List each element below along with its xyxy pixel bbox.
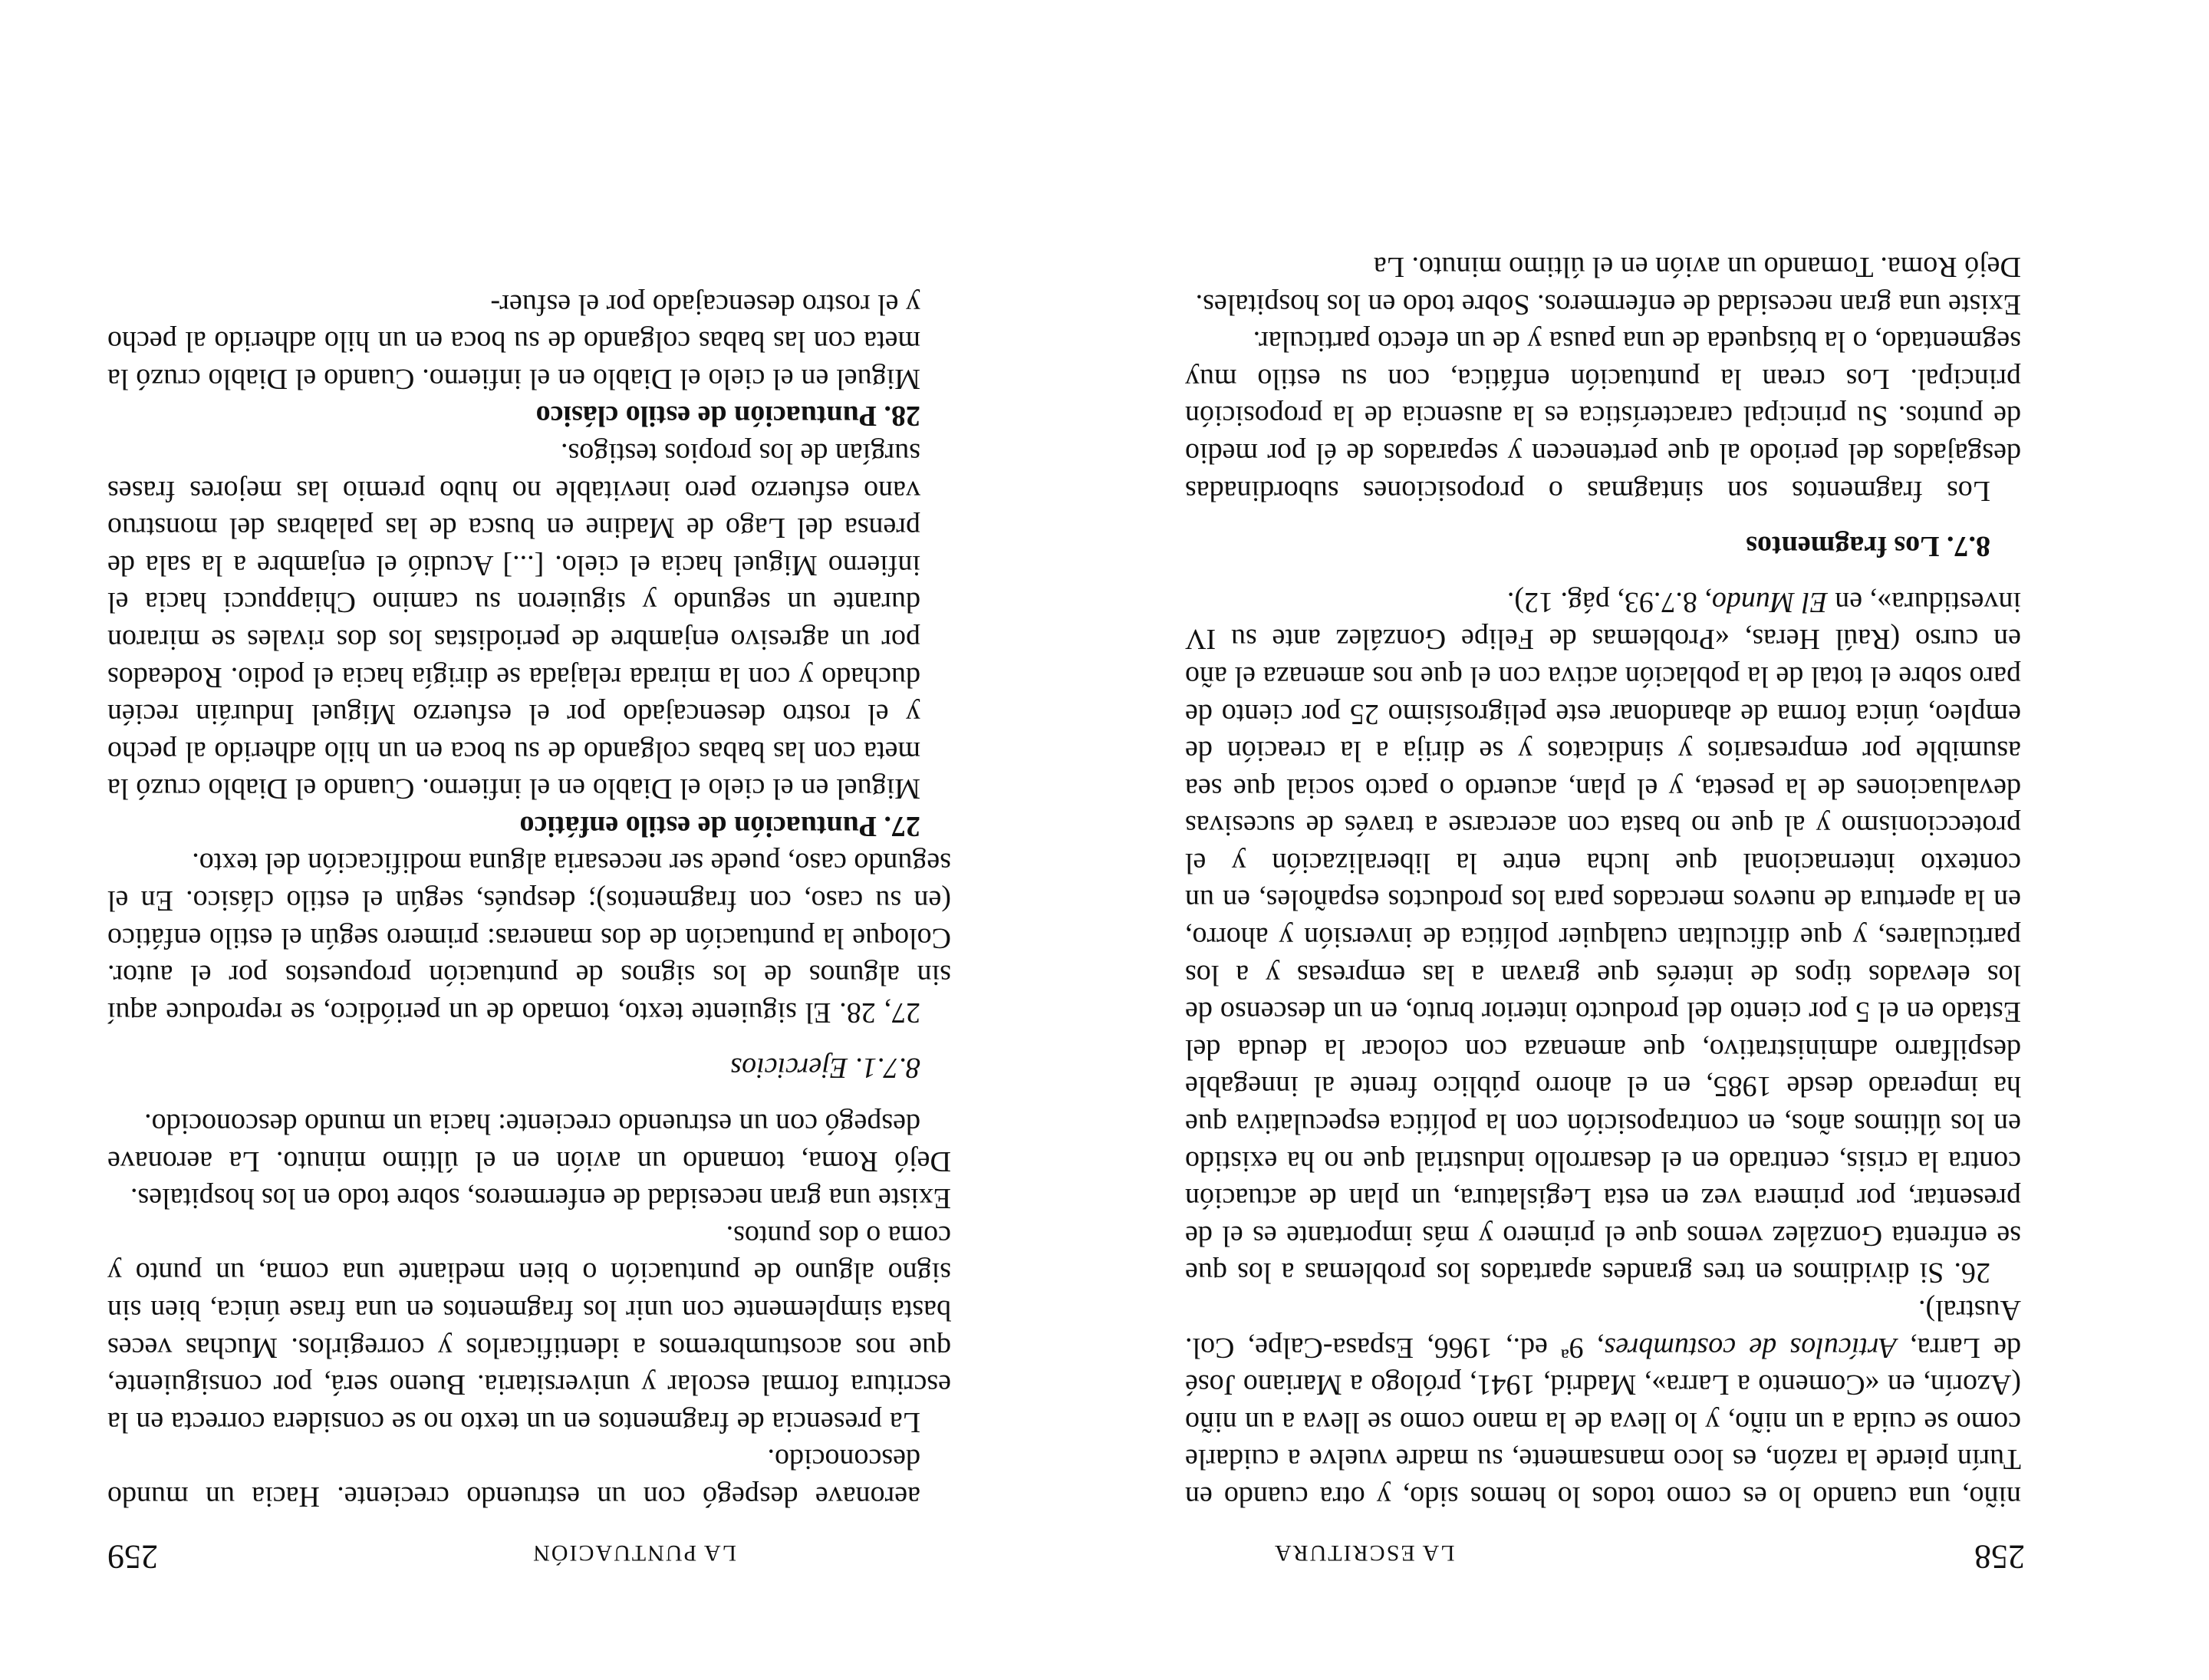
page-header: [107, 1530, 951, 1576]
exercise-text: Miguel en el cielo el Diablo en el infierno. Cuando el Diablo cruzó la meta con las babas colgando de su boca en un hilo adherido al pecho y el rostro desencajado por el esfuer-: [107, 288, 920, 395]
paragraph: La presencia de fragmentos en un texto no se considera correcta en la escritura formal escolar y universitaria. Bueno será, por consiguiente, que nos acostumbremos a identificarlos y corregirlos. Muchas veces basta simplemente con unir los fragmentos en una frase única, bien sin signo alguno de puntuación o bien mediante una coma, un punto y coma o dos puntos.: [107, 1219, 951, 1438]
page-header: [1181, 1530, 2025, 1576]
italic-title: El Mundo: [1711, 585, 1828, 618]
paragraph: niño, una cuando lo es como todos lo hemos sido, y otra cuando en Turín pierde la razón, es loco mansamente, su madre vuelve a cuidarle como se cuida a un niño, y lo lleva de la mano como se lleva a un niño (Azorín, en «Comento a Larra», Madrid, 1941, prólogo a Mariano José de Larra, Artículos de costumbres, 9ª ed., 1966, Espasa-Calpe, Col. Austral).: [1185, 1294, 2021, 1513]
running-head: LA ESCRITURA: [1273, 1540, 1455, 1566]
italic-title: Artículos de costumbres: [1604, 1331, 1897, 1364]
running-head: LA PUNTUACIÓN: [532, 1540, 736, 1566]
exercise-text: Miguel en el cielo el Diablo en el infierno. Cuando el Diablo cruzó la meta con las babas colgando de su boca en un hilo adherido al pecho y el rostro desencajado por el esfuerzo Miguel Induráin recién duchado y con la mirada relajada se dirigía hacia el podio. Rodeados por un agresivo enjambre de periodistas los dos rivales se miraron durante un segundo y siguieron su camino Chiappucci hacia el infierno Miguel hacia el cielo. [...] Acudió el enjambre a la sala de prensa del Lago de Madine en busca de las palabras del monstruo vano esfuerzo pero inevitable no hubo premio las mejores frases surgían de los propios testigos.: [107, 436, 920, 805]
page-number: 259: [107, 1538, 158, 1576]
example-sentence: Existe una gran necesidad de enfermeros. Sobre todo en los hospitales.: [1195, 288, 2021, 321]
section-heading: 8.7. Los fragmentos: [1746, 530, 1990, 563]
section-heading: 8.7.1. Ejercicios: [730, 1052, 920, 1085]
example-sentence: aeronave despegó con un estruendo creciente. Hacia un mundo desconocido.: [107, 1443, 920, 1513]
page-body: [1185, 248, 2021, 1515]
example-sentence: Dejó Roma. Tomando un avión en el último minuto. La: [1373, 251, 2021, 283]
page-259: [0, 0, 1104, 1680]
page-number: 258: [1974, 1538, 2025, 1576]
paragraph: 27, 28. El siguiente texto, tomado de un periódico, se reproduce aquí sin algunos de los signos de puntuación propuestos por el autor. Coloque la puntuación de dos maneras: primero según el estilo enfático (en su caso, con fragmentos); después, según el estilo clásico. En el segundo caso, puede ser necesaria alguna modificación del texto.: [107, 847, 951, 1029]
page-258: [1104, 0, 2209, 1680]
exercise-heading: 28. Puntuación de estilo clásico: [535, 400, 920, 433]
paragraph: Los fragmentos son sintagmas o proposiciones subordinadas desgajados del periodo al que pertenecen y separados de él por medio de puntos. Su principal característica es la ausencia de la proposición principal. Los crean la puntuación enfática, con su estilo muy segmentado, o la búsqueda de una pausa y de un efecto particular.: [1185, 325, 2021, 507]
exercise-heading: 27. Puntuación de estilo enfático: [519, 809, 920, 842]
paragraph: 26. Si dividimos en tres grandes apartados los problemas a los que se enfrenta González vemos que el primero y más importante es el de presentar, por primera vez en esta Legislatura, un plan de actuación contra la crisis, centrado en el desarrollo industrial que no ha existido en los últimos años, en contraposición con la política especulativa que ha imperado desde 1985, en el ahorro público frente al innegable despilfarro administrativo, que amenaza con colocar la deuda del Estado en el 5 por ciento del producto interior bruto, en un descenso de los elevados tipos de interés que gravan a las empresas y a los particulares, y que dificultan cualquier política de inversión y ahorro, en la apertura de nuevos mercados para los productos españoles, en un contexto internacional que lucha entre la liberalización y el proteccionismo y al que no basta con acercarse a través de sucesivas devaluaciones de la peseta, y el plan, acuerdo o pacto social que sea asumible por empresarios y sindicatos y se dirija a la creación de empleo, única forma de abandonar este peligrosísimo 25 por ciento de paro sobre el total de la población activa con el que nos amenaza el año en curso (Raúl Heras, «Problemas de Felipe González ante su IV investidura», en El Mundo, 8.7.93, pág. 12).: [1185, 585, 2021, 1290]
example-sentence: Existe una gran necesidad de enfermeros, sobre todo en los hospitales.: [130, 1182, 951, 1215]
page-body: [107, 285, 951, 1515]
example-sentence: Dejó Roma, tomando un avión en el último minuto. La aeronave despegó con un estruendo creciente: hacia un mundo desconocido.: [107, 1108, 951, 1178]
